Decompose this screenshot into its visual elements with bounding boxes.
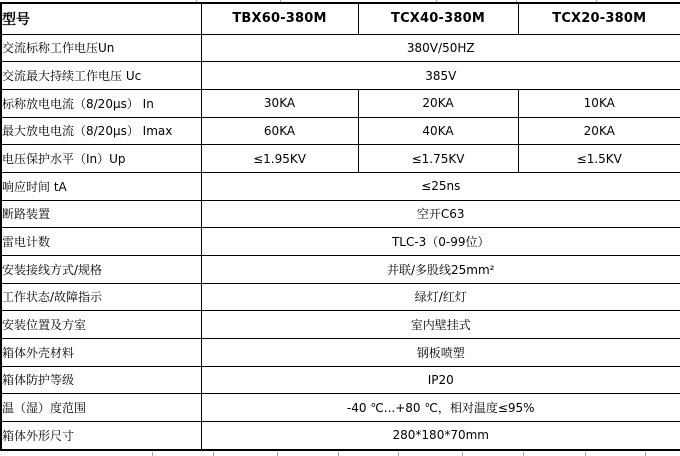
table-row (1, 228, 680, 256)
row-label: 箱体外形尺寸 (1, 421, 201, 450)
row-label: 响应时间 tA (1, 172, 201, 200)
table-row (1, 338, 680, 366)
gridline-tick-bottom (152, 452, 153, 456)
row-value: 20KA (518, 117, 680, 145)
row-value-span: 380V/50HZ (201, 34, 680, 62)
row-value-span: IP20 (201, 366, 680, 394)
row-value-span: ≤25ns (201, 172, 680, 200)
row-label: 交流最大持续工作电压 Uc (1, 62, 201, 90)
table-row (1, 255, 680, 283)
row-value-span: 空开C63 (201, 200, 680, 228)
row-value-span: 并联/多股线25mm² (201, 255, 680, 283)
row-value-span: 钢板喷塑 (201, 338, 680, 366)
gridline-tick-bottom (398, 452, 399, 456)
gridline-tick-bottom (338, 452, 339, 456)
row-label: 安装位置及方室 (1, 311, 201, 339)
row-label: 安装接线方式/规格 (1, 255, 201, 283)
gridline-tick-top (280, 0, 281, 2)
row-label: 工作状态/故障指示 (1, 283, 201, 311)
table-row (1, 145, 680, 173)
row-label: 标称放电电流（8/20μs） In (1, 89, 201, 117)
header-model-1: TBX60-380M (201, 3, 358, 34)
row-label: 最大放电电流（8/20μs） Imax (1, 117, 201, 145)
table-row (1, 311, 680, 339)
table-row (1, 283, 680, 311)
gridline-tick-top (516, 0, 517, 2)
header-model-2: TCX40-380M (358, 3, 518, 34)
row-value-span: TLC-3（0-99位） (201, 228, 680, 256)
gridline-tick-bottom (523, 452, 524, 456)
table-row (1, 394, 680, 422)
row-value-span: 385V (201, 62, 680, 90)
gridline-tick-top (436, 0, 437, 2)
row-value-span: 室内壁挂式 (201, 311, 680, 339)
row-value: ≤1.75KV (358, 145, 518, 173)
gridline-tick-bottom (585, 452, 586, 456)
table-row (1, 62, 680, 90)
row-label: 箱体防护等级 (1, 366, 201, 394)
row-label: 温（湿）度范围 (1, 394, 201, 422)
table-row (1, 117, 680, 145)
table-row (1, 421, 680, 450)
table-row (1, 366, 680, 394)
gridline-tick-bottom (213, 452, 214, 456)
header-row (1, 3, 680, 34)
table-row (1, 172, 680, 200)
row-value: 30KA (201, 89, 358, 117)
spec-table-body (1, 34, 680, 450)
header-label: 型号 (1, 3, 201, 34)
gridline-tick-bottom (277, 452, 278, 456)
row-label: 交流标称工作电压Un (1, 34, 201, 62)
table-row (1, 89, 680, 117)
gridline-tick-bottom (462, 452, 463, 456)
row-label: 断路装置 (1, 200, 201, 228)
table-row (1, 200, 680, 228)
header-model-3: TCX20-380M (518, 3, 680, 34)
gridline-tick-top (196, 0, 197, 2)
gridline-tick-bottom (645, 452, 646, 456)
row-value: 20KA (358, 89, 518, 117)
row-label: 雷电计数 (1, 228, 201, 256)
row-value: 40KA (358, 117, 518, 145)
row-value: ≤1.5KV (518, 145, 680, 173)
spec-table (0, 2, 680, 451)
row-label: 箱体外壳材料 (1, 338, 201, 366)
row-value-span: 绿灯/红灯 (201, 283, 680, 311)
row-label: 电压保护水平（In）Up (1, 145, 201, 173)
row-value-span: 280*180*70mm (201, 421, 680, 450)
row-value: ≤1.95KV (201, 145, 358, 173)
gridline-tick-top (596, 0, 597, 2)
row-value: 10KA (518, 89, 680, 117)
row-value: 60KA (201, 117, 358, 145)
row-value-span: -40 ℃...+80 ℃，相对温度≤95% (201, 394, 680, 422)
table-row (1, 34, 680, 62)
